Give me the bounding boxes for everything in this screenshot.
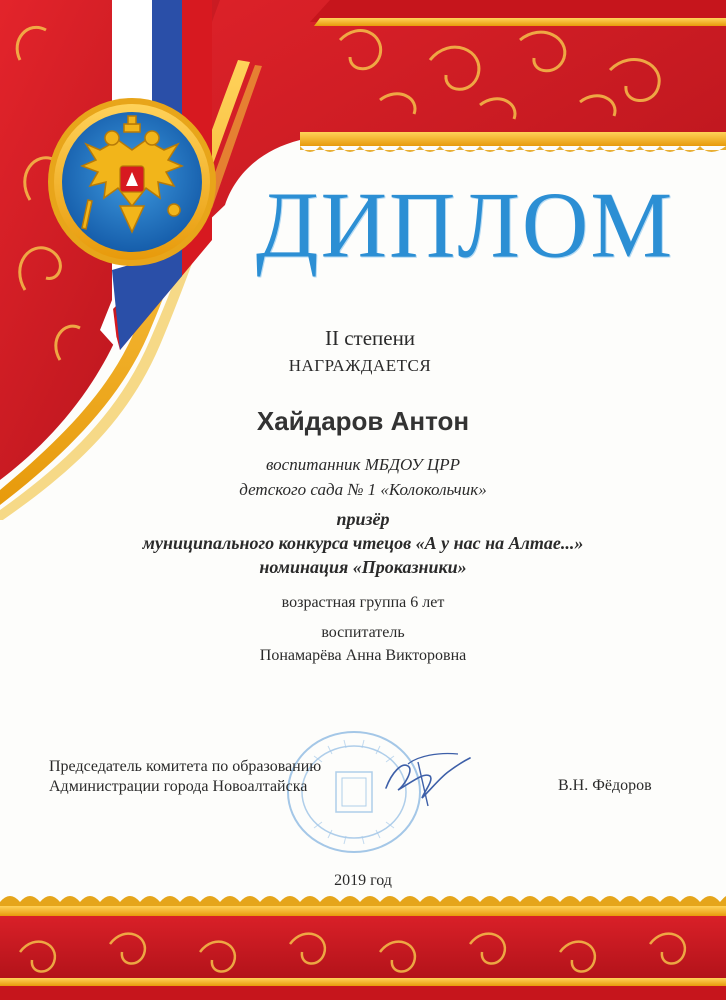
- russian-coat-of-arms-icon: [48, 98, 216, 266]
- bottom-ornament: [0, 892, 726, 1000]
- signer-position-line-1: Председатель комитета по образованию: [49, 758, 322, 775]
- signer-position: [49, 757, 321, 797]
- nomination: номинация «Проказники»: [259, 557, 467, 577]
- pupil-line-1: воспитанник МБДОУ ЦРР: [266, 455, 460, 474]
- diploma-degree: II степени: [324, 326, 416, 350]
- handwritten-signature: [378, 742, 474, 812]
- prize-label: призёр: [336, 509, 390, 529]
- teacher-name: Понамарёва Анна Викторовна: [259, 647, 467, 664]
- signer-name: В.Н. Фёдоров: [558, 777, 652, 794]
- diploma-title: ДИПЛОМ: [255, 172, 675, 278]
- recipient-name: Хайдаров Антон: [256, 406, 470, 436]
- teacher-label: воспитатель: [321, 624, 405, 641]
- contest-name: муниципального конкурса чтецов «А у нас на Алтае...»: [142, 533, 584, 553]
- age-group: возрастная группа 6 лет: [281, 594, 445, 611]
- signer-position-line-2: Администрации города Новоалтайска: [49, 778, 308, 795]
- pupil-line-2: детского сада № 1 «Колокольчик»: [239, 480, 487, 499]
- awarded-label: НАГРАЖДАЕТСЯ: [288, 356, 432, 375]
- diploma-year: 2019 год: [334, 872, 392, 889]
